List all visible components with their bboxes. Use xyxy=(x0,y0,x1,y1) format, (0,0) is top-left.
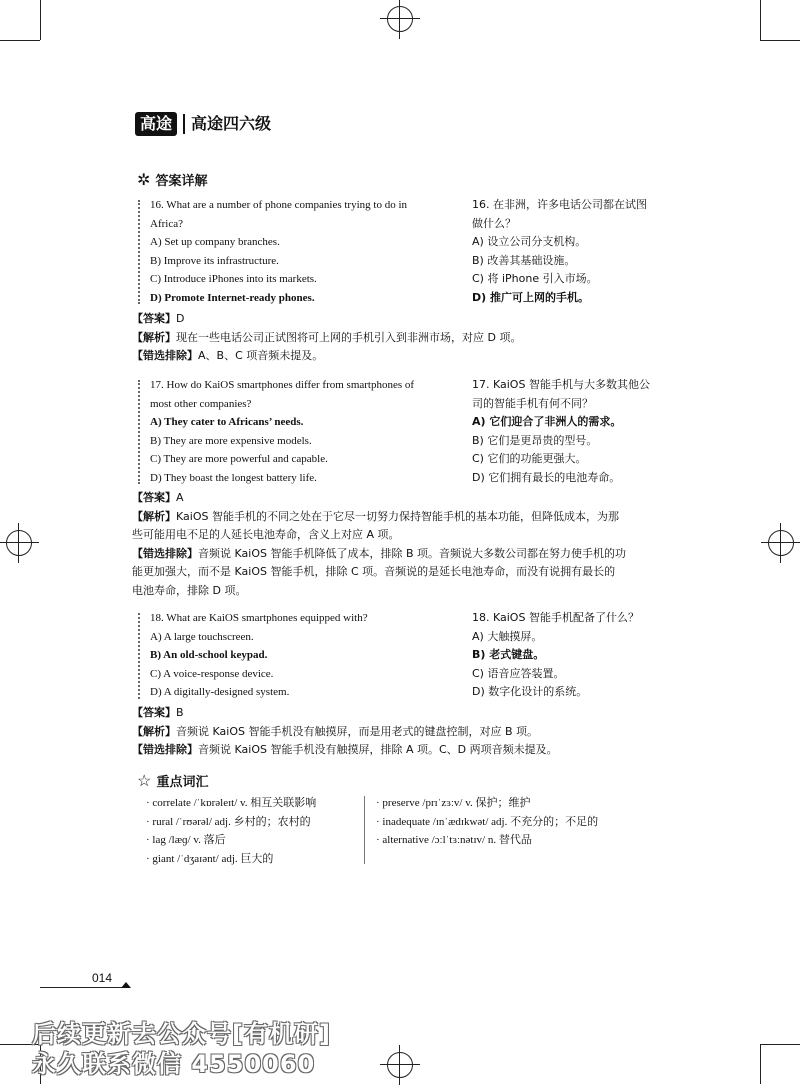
crop-mark xyxy=(760,1044,800,1045)
exclusion-text: 电池寿命，排除 D 项。 xyxy=(132,583,247,597)
option-b-zh: B) 改善其基础设施。 xyxy=(472,253,576,267)
option-d-zh: D) 数字化设计的系统。 xyxy=(472,685,588,698)
analysis-text: KaiOS 智能手机的不同之处在于它尽一切努力保持智能手机的基本功能，但降低成本，为那 xyxy=(176,509,619,523)
answer-value: A xyxy=(176,491,184,504)
answer-label: 【答案】 xyxy=(132,491,176,504)
analysis-text: 现在一些电话公司正试图将可上网的手机引入到非洲市场，对应 D 项。 xyxy=(176,330,522,344)
analysis-text: 些可能用电不足的人延长电池寿命，含义上对应 A 项。 xyxy=(132,528,400,541)
vocab-section-title: 重点词汇 xyxy=(156,775,209,790)
answer-label: 【答案】 xyxy=(132,706,176,719)
question-text-zh: 做什么？ xyxy=(472,216,516,230)
registration-mark xyxy=(387,1052,413,1078)
exclusion-text: 能更加强大，而不是 KaiOS 智能手机，排除 C 项。音频说的是延长电池寿命，而没有说拥有最长的 xyxy=(132,565,616,578)
question-16 xyxy=(138,196,678,308)
analysis-label: 【解析】 xyxy=(132,509,176,523)
question-17-english xyxy=(150,376,450,487)
question-text: 17. How do KaiOS smartphones differ from smartphones of xyxy=(150,379,415,391)
option-a-correct: A) They cater to Africans’ needs. xyxy=(150,416,304,428)
star-icon: ☆ xyxy=(137,771,152,790)
question-18-chinese xyxy=(472,609,672,702)
option-b: B) They are more expensive models. xyxy=(150,434,312,447)
option-c-zh: C) 语音应答装置。 xyxy=(472,666,565,680)
network-icon: ✲ xyxy=(137,170,151,189)
exclusion-label: 【错选排除】 xyxy=(132,743,198,756)
question-16-chinese xyxy=(472,196,672,307)
exclusion-text: A、B、C 项音频未提及。 xyxy=(198,349,324,362)
vocab-item: · lag /læɡ/ v. 落后 xyxy=(146,834,226,846)
question-text: 18. What are KaiOS smartphones equipped with? xyxy=(150,612,368,624)
vocab-item: · rural /ˈrʊərəl/ adj. 乡村的；农村的 xyxy=(146,815,311,828)
question-divider xyxy=(138,200,140,304)
vocab-divider xyxy=(364,796,365,864)
option-c-zh: C) 将 iPhone 引入市场。 xyxy=(472,272,598,285)
option-d-correct: D) Promote Internet-ready phones. xyxy=(150,291,315,304)
answer-label: 【答案】 xyxy=(132,312,176,325)
question-text-zh: 司的智能手机有何不同？ xyxy=(472,396,593,410)
question-16-english xyxy=(150,196,450,307)
vocab-item: · inadequate /ɪnˈædɪkwət/ adj. 不充分的；不足的 xyxy=(376,815,599,828)
question-16-answer xyxy=(132,310,672,366)
question-17 xyxy=(138,376,678,488)
vocab-list-right xyxy=(376,794,598,850)
exclusion-label: 【错选排除】 xyxy=(132,349,198,362)
crop-mark xyxy=(760,1044,761,1084)
answers-section-heading xyxy=(137,170,208,191)
answer-value: B xyxy=(176,706,184,719)
answers-section-title: 答案详解 xyxy=(155,174,208,189)
registration-mark xyxy=(387,6,413,32)
answer-value: D xyxy=(176,312,185,325)
option-b-correct: B) An old-school keypad. xyxy=(150,649,268,661)
brand-logo: 高途 xyxy=(135,112,177,136)
vocab-list-left xyxy=(146,794,316,868)
page-marker-triangle-icon xyxy=(121,982,131,988)
question-18-english xyxy=(150,609,450,702)
question-text: most other companies? xyxy=(150,397,252,410)
option-a-zh-correct: A) 它们迎合了非洲人的需求。 xyxy=(472,415,622,428)
watermark-line-1: 后续更新去公众号[有机研] xyxy=(32,1020,331,1048)
option-b: B) Improve its infrastructure. xyxy=(150,254,279,267)
option-a-zh: A) 设立公司分支机构。 xyxy=(472,235,587,248)
analysis-label: 【解析】 xyxy=(132,724,176,738)
option-d-zh-correct: D) 推广可上网的手机。 xyxy=(472,290,589,304)
crop-mark xyxy=(760,0,761,40)
question-text: 16. What are a number of phone companies trying to do in xyxy=(150,199,408,211)
question-divider xyxy=(138,380,140,484)
vocab-item: · alternative /ɔːlˈtɜːnətɪv/ n. 替代品 xyxy=(376,834,532,846)
question-text-zh: 17. KaiOS 智能手机与大多数其他公 xyxy=(472,378,650,391)
option-d: D) They boast the longest battery life. xyxy=(150,471,317,484)
page-number-rule xyxy=(40,987,130,988)
question-text-zh: 18. KaiOS 智能手机配备了什么？ xyxy=(472,611,639,624)
option-b-zh-correct: B) 老式键盘。 xyxy=(472,648,545,661)
vocab-item: · correlate /ˈkɒrəleɪt/ v. 相互关联影响 xyxy=(146,797,317,809)
analysis-text: 音频说 KaiOS 智能手机没有触摸屏，而是用老式的键盘控制，对应 B 项。 xyxy=(176,724,538,738)
header-divider xyxy=(183,114,185,134)
page-number: 014 xyxy=(92,971,113,985)
option-c: C) They are more powerful and capable. xyxy=(150,453,328,465)
vocab-item: · giant /ˈdʒaɪənt/ adj. 巨大的 xyxy=(146,852,274,865)
exclusion-text: 音频说 KaiOS 智能手机没有触摸屏，排除 A 项。C、D 两项音频未提及。 xyxy=(198,743,558,756)
crop-mark xyxy=(760,40,800,41)
option-c: C) Introduce iPhones into its markets. xyxy=(150,273,317,285)
option-a: A) Set up company branches. xyxy=(150,236,280,248)
option-b-zh: B) 它们是更昂贵的型号。 xyxy=(472,433,598,447)
question-18-answer xyxy=(132,704,672,760)
question-17-chinese xyxy=(472,376,672,487)
option-a-zh: A) 大触摸屏。 xyxy=(472,629,543,643)
brand-title: 高途四六级 xyxy=(191,114,272,133)
watermark-line-2: 永久联系微信 4550060 xyxy=(32,1050,316,1078)
exclusion-text: 音频说 KaiOS 智能手机降低了成本，排除 B 项。音频说大多数公司都在努力使手机的功 xyxy=(198,546,626,560)
question-18 xyxy=(138,609,678,703)
registration-mark xyxy=(768,530,794,556)
exclusion-label: 【错选排除】 xyxy=(132,546,198,560)
option-a: A) A large touchscreen. xyxy=(150,630,254,643)
crop-mark xyxy=(40,0,41,40)
option-c: C) A voice-response device. xyxy=(150,667,274,680)
registration-mark xyxy=(6,530,32,556)
crop-mark xyxy=(0,40,40,41)
option-c-zh: C) 它们的功能更强大。 xyxy=(472,452,587,465)
question-text: Africa? xyxy=(150,217,183,230)
vocab-item: · preserve /prɪˈzɜːv/ v. 保护；维护 xyxy=(376,797,531,809)
question-text-zh: 16. 在非洲，许多电话公司都在试图 xyxy=(472,198,647,211)
question-divider xyxy=(138,613,140,699)
vocab-section-heading xyxy=(137,771,208,792)
option-d-zh: D) 它们拥有最长的电池寿命。 xyxy=(472,470,621,484)
question-17-answer xyxy=(132,489,672,600)
option-d: D) A digitally-designed system. xyxy=(150,686,290,698)
analysis-label: 【解析】 xyxy=(132,330,176,344)
